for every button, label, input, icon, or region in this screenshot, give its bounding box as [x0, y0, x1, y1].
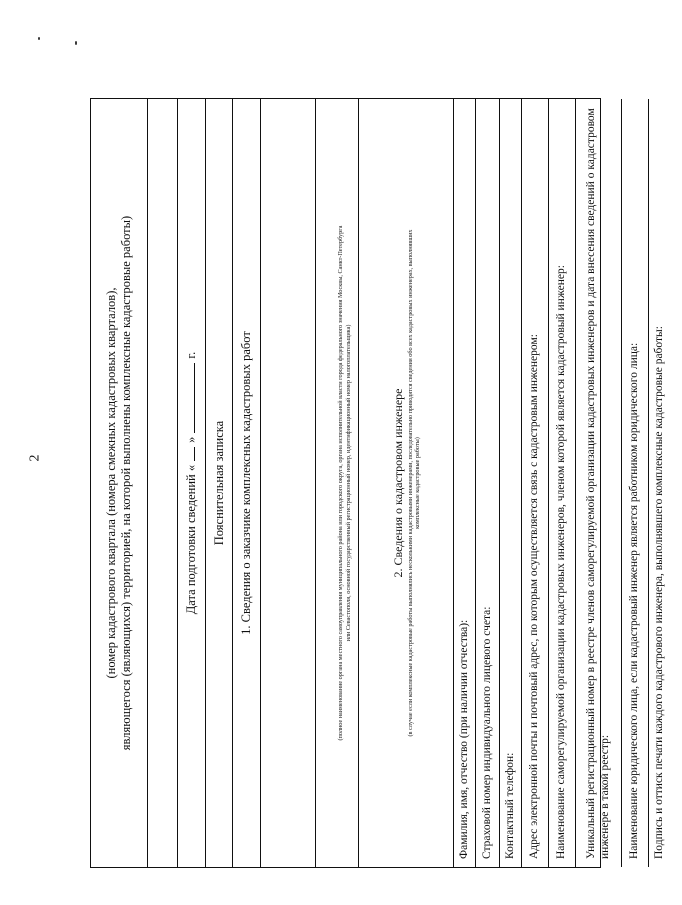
field-label: Контактный телефон:: [503, 752, 516, 859]
explanatory-note-table: [90, 98, 665, 868]
field-label: Уникальный регистрационный номер в реестре членов саморегулируемой организации кадастровых инженеров и дата внесения сведений о кадастровом инженере в такой реестр:: [585, 108, 611, 859]
customer-caption-row: [316, 99, 359, 867]
scan-speck: [38, 37, 40, 40]
section1-caption-line-1: (полное наименование органа местного самоуправления муниципального района или городского округа, органа исполнительной власти города федерального значения Москвы, Санкт-Петербурга: [337, 225, 344, 741]
section2-title: 2. Сведения о кадастровом инженере: [390, 388, 405, 578]
date-line: [184, 352, 199, 614]
field-full-name: [454, 99, 476, 867]
date-label: Дата подготовки сведений «: [184, 464, 198, 615]
section1-title-row: [233, 99, 261, 867]
field-label: Фамилия, имя, отчество (при наличии отчества):: [457, 619, 470, 859]
field-label: Наименование саморегулируемой организации кадастровых инженеров, членом которой является кадастровый инженер:: [555, 265, 568, 859]
field-label: Подпись и оттиск печати каждого кадастрового инженера, выполнявшего комплексные кадастровые работы:: [653, 326, 665, 859]
field-registry-number: [576, 99, 622, 867]
field-sro-name: [549, 99, 576, 867]
cadastral-quarter-row: [91, 99, 148, 867]
year-suffix: г.: [184, 351, 198, 359]
scan-speck: [75, 41, 77, 45]
header-line-1: (номер кадастрового квартала (номера смежных кадастровых кварталов),: [104, 287, 118, 679]
month-year-blank: [184, 363, 195, 433]
empty-row: [148, 99, 178, 867]
field-email-address: [522, 99, 549, 867]
customer-data-row: [261, 99, 316, 867]
section1-title: 1. Сведения о заказчике комплексных кадастровых работ: [239, 331, 253, 635]
field-label: Страховой номер индивидуального лицевого счета:: [480, 606, 493, 859]
day-blank: [184, 447, 195, 461]
field-label: Адрес электронной почты и почтовый адрес, по которым осуществляется связь с кадастровым инженером:: [528, 334, 541, 859]
section1-caption-line-2: или Севастополя, основной государственный регистрационный номер, идентификационный номер налогоплательщика): [344, 324, 352, 642]
field-snils: [476, 99, 500, 867]
field-label: Наименование юридического лица, если кадастровый инженер является работником юридического лица:: [628, 342, 641, 859]
header-line-2: являющегося (являющихся) территорией, на которой выполнены комплексные кадастровые работы): [119, 215, 133, 751]
date-row: [178, 99, 206, 867]
section2-title-row: [359, 99, 454, 867]
field-legal-entity: [622, 99, 649, 867]
page-number: 2: [27, 454, 43, 462]
date-quote-close: »: [184, 436, 198, 443]
document-table-area: [90, 98, 665, 868]
field-signature-stamp: [649, 99, 682, 867]
section2-caption-line-1: (в случае если комплексные кадастровые работы выполнялись несколькими кадастровыми инженерами, последовательно приводятся сведения обо всех кадастровых инженерах, выполнявших: [406, 229, 414, 737]
field-phone: [500, 99, 522, 867]
note-title-row: [206, 99, 233, 867]
note-title: Пояснительная записка: [211, 420, 226, 546]
section2-caption-line-2: комплексные кадастровые работы): [414, 437, 421, 529]
